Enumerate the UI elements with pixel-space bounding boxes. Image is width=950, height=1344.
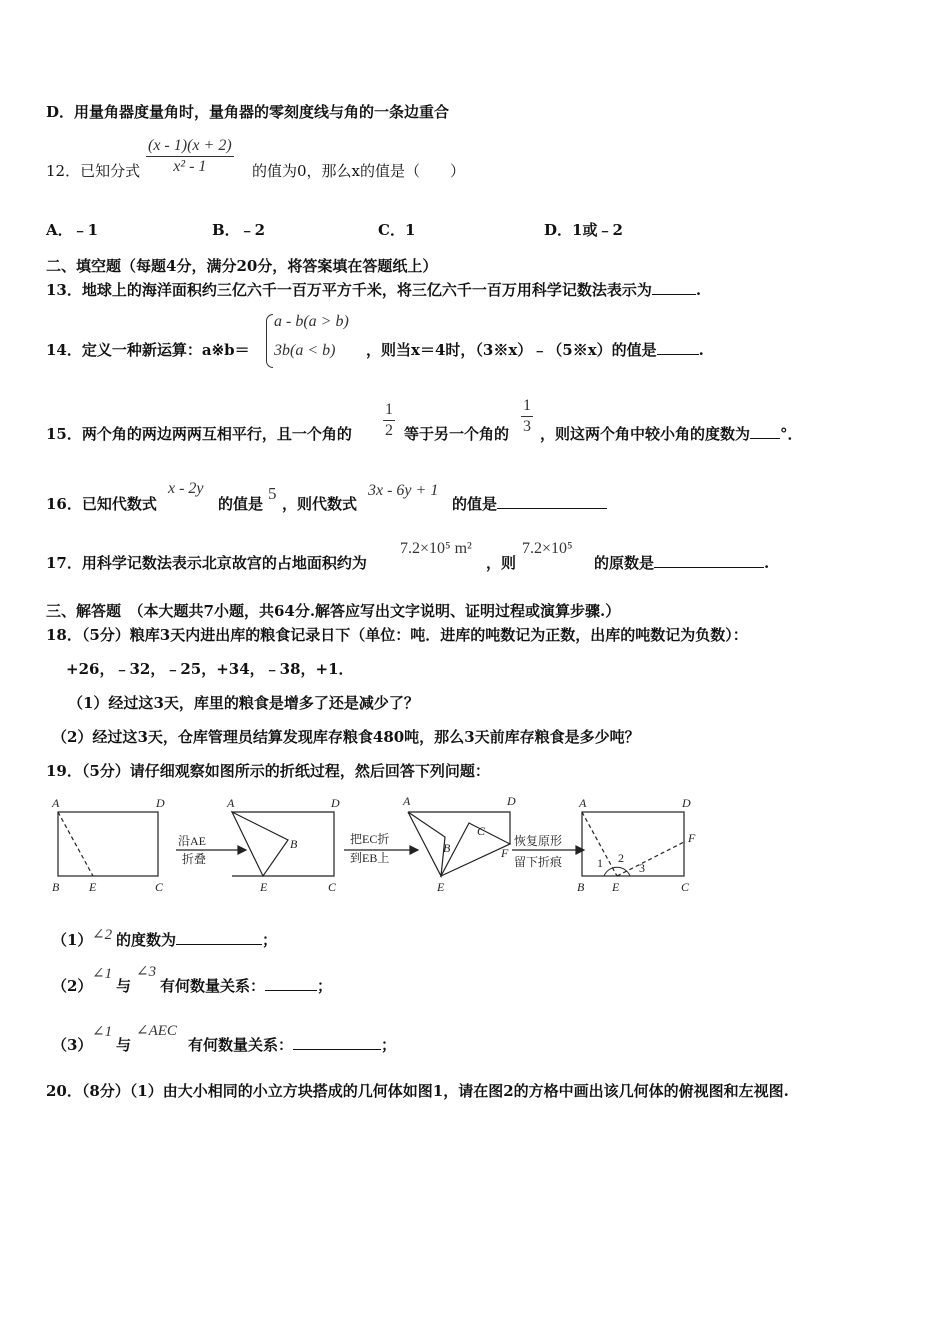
q16-line-end bbox=[452, 494, 607, 514]
q15-part-a: 15．两个角的两边两两互相平行，且一个角的 bbox=[46, 425, 352, 443]
q19-3-text: 有何数量关系： bbox=[188, 1036, 294, 1054]
q16-part-d: 的值是 bbox=[452, 495, 498, 513]
arrow-2-text-2: 到EB上 bbox=[350, 851, 390, 865]
q16-part-c: ，则代数式 bbox=[282, 495, 358, 513]
label-E4: E bbox=[612, 880, 620, 894]
q14-case-1: a - b(a > b) bbox=[274, 313, 349, 330]
q16-value: 5 bbox=[268, 484, 277, 503]
q19-2-prefix: （2） bbox=[52, 977, 93, 995]
q15-answer-blank bbox=[750, 424, 780, 439]
q15-f1-numerator: 1 bbox=[385, 401, 393, 418]
q17-expr-1: 7.2×10⁵ m² bbox=[400, 540, 472, 557]
q19-1-end: ； bbox=[262, 931, 278, 949]
arrow-2-head bbox=[410, 846, 418, 854]
q12-option-c: C．1 bbox=[378, 221, 416, 239]
arrow-3-head bbox=[576, 846, 584, 854]
label-B3: B bbox=[443, 841, 451, 855]
q19-2-end: ； bbox=[317, 977, 333, 995]
q14-brace bbox=[266, 314, 273, 368]
q16-part-b: 的值是 bbox=[218, 495, 264, 513]
panel3-triangle-ab bbox=[408, 812, 445, 876]
q12-option-a: A．﹣1 bbox=[46, 221, 99, 239]
q18-part-1: （1）经过这3天，库里的粮食是增多了还是减少了？ bbox=[68, 694, 419, 712]
label-D4: D bbox=[682, 796, 691, 810]
q12-suffix: 的值为0，那么x的值是（ ） bbox=[252, 162, 466, 180]
q12-fraction bbox=[146, 136, 234, 177]
q19-2-angle-2: ∠3 bbox=[136, 964, 157, 980]
label-E1: E bbox=[89, 880, 97, 894]
q14-line-end bbox=[366, 340, 704, 360]
q12-option-d: D．1或﹣2 bbox=[544, 221, 623, 239]
q15-end: °． bbox=[780, 425, 803, 443]
folding-process-figure bbox=[44, 790, 724, 900]
q15-line-end bbox=[540, 424, 803, 444]
q19-3-answer-blank bbox=[293, 1035, 381, 1050]
q17-end: . bbox=[764, 554, 770, 572]
q19-2-text: 有何数量关系： bbox=[160, 977, 266, 995]
q19-3-end: ； bbox=[381, 1036, 397, 1054]
arrow-2-text-1: 把EC折 bbox=[350, 832, 390, 846]
panel1-fold-line bbox=[58, 812, 93, 876]
q19-3-line-end bbox=[188, 1035, 396, 1055]
q19-3-angle-2: ∠AEC bbox=[136, 1023, 177, 1039]
q17-part-b: ，则 bbox=[486, 554, 517, 572]
q14-prefix: 14．定义一种新运算：a※b＝ bbox=[46, 341, 250, 359]
q20-stem: 20．（8分）（1）由大小相同的小立方块搭成的几何体如图1，请在图2的方格中画出该几何体的俯视图和左视图. bbox=[46, 1082, 789, 1100]
q19-2-answer-blank bbox=[265, 976, 317, 991]
q14-case-2: 3b(a < b) bbox=[274, 342, 336, 359]
panel1-rectangle bbox=[58, 812, 158, 876]
q13-answer-blank bbox=[652, 280, 696, 295]
q14-answer-blank bbox=[657, 340, 699, 355]
q16-answer-blank bbox=[497, 494, 607, 509]
q16-part-a: 16．已知代数式 bbox=[46, 495, 157, 513]
label-C1: C bbox=[155, 880, 164, 894]
label-C3: C bbox=[477, 824, 486, 838]
q12-prefix: 12．已知分式 bbox=[46, 162, 141, 180]
q13-text: 13．地球上的海洋面积约三亿六千一百万平方千米，将三亿六千一百万用科学记数法表示为 bbox=[46, 281, 652, 299]
q15-f2-denominator: 3 bbox=[523, 418, 531, 435]
arrow-1-text-1: 沿AE bbox=[178, 834, 206, 848]
q15-fraction-third bbox=[521, 396, 533, 437]
panel2-folded-triangle bbox=[232, 812, 288, 876]
q17-answer-blank bbox=[654, 553, 764, 568]
q14-end: . bbox=[698, 341, 704, 359]
label-B4: B bbox=[577, 880, 585, 894]
label-C2: C bbox=[328, 880, 337, 894]
panel3-top-right bbox=[408, 812, 510, 844]
q19-2-mid: 与 bbox=[116, 977, 132, 995]
q19-3-prefix: （3） bbox=[52, 1036, 93, 1054]
label-D1: D bbox=[156, 796, 165, 810]
label-A2: A bbox=[227, 796, 235, 810]
label-C4: C bbox=[681, 880, 690, 894]
q19-1-line-end bbox=[116, 930, 277, 950]
label-B1: B bbox=[52, 880, 60, 894]
q19-1-prefix: （1） bbox=[52, 931, 93, 949]
label-A4: A bbox=[579, 796, 587, 810]
q13-end: . bbox=[695, 281, 702, 299]
q19-2-angle-1: ∠1 bbox=[92, 966, 113, 982]
option-d-line: D．用量角器度量角时，量角器的零刻度线与角的一条边重合 bbox=[46, 103, 450, 121]
q15-part-b: 等于另一个角的 bbox=[404, 425, 510, 443]
angle-label-3: 3 bbox=[639, 861, 645, 875]
q12-numerator: (x - 1)(x + 2) bbox=[148, 137, 232, 154]
angle-label-2: 2 bbox=[618, 851, 624, 865]
q19-stem: 19．（5分）请仔细观察如图所示的折纸过程，然后回答下列问题： bbox=[46, 762, 490, 780]
angle-label-1: 1 bbox=[597, 856, 603, 870]
q15-f2-numerator: 1 bbox=[523, 397, 531, 414]
label-E3: E bbox=[437, 880, 445, 894]
label-F4: F bbox=[688, 831, 696, 845]
section-2-heading: 二、填空题（每题4分，满分20分，将答案填在答题纸上） bbox=[46, 257, 438, 275]
q17-part-a: 17．用科学记数法表示北京故宫的占地面积约为 bbox=[46, 554, 367, 572]
q15-fraction-half bbox=[383, 400, 395, 441]
section-3-heading: 三、解答题 （本大题共7小题，共64分.解答应写出文字说明、证明过程或演算步骤.） bbox=[46, 602, 621, 620]
label-A1: A bbox=[52, 796, 60, 810]
label-D3: D bbox=[507, 794, 516, 808]
q17-part-c: 的原数是 bbox=[594, 554, 655, 572]
q14-suffix: ，则当x＝4时，（3※x）﹣（5※x）的值是 bbox=[366, 341, 657, 359]
q17-line-end bbox=[594, 553, 769, 573]
q19-2-line-end bbox=[160, 976, 332, 996]
q19-1-angle: ∠2 bbox=[92, 927, 113, 943]
q12-option-b: B．﹣2 bbox=[212, 221, 266, 239]
label-B2: B bbox=[290, 837, 298, 851]
q13-line bbox=[46, 280, 701, 300]
arrow-1-text-2: 折叠 bbox=[182, 852, 207, 866]
q17-expr-2: 7.2×10⁵ bbox=[522, 540, 573, 557]
arrow-3-text-1: 恢复原形 bbox=[514, 834, 563, 848]
q18-stem: 18．（5分）粮库3天内进出库的粮食记录日下（单位：吨．进库的吨数记为正数，出库的吨数记为负数）： bbox=[46, 626, 748, 644]
label-D2: D bbox=[331, 796, 340, 810]
label-A3: A bbox=[403, 794, 411, 808]
q15-f1-denominator: 2 bbox=[385, 422, 393, 439]
q19-3-mid: 与 bbox=[116, 1036, 132, 1054]
q16-expr-2: 3x - 6y + 1 bbox=[368, 482, 439, 499]
arrow-3-text-2: 留下折痕 bbox=[514, 855, 563, 869]
q19-3-angle-1: ∠1 bbox=[92, 1024, 113, 1040]
arrow-1-head bbox=[238, 846, 246, 854]
q18-part-2: （2）经过这3天，仓库管理员结算发现库存粮食480吨，那么3天前库存粮食是多少吨？ bbox=[52, 728, 640, 746]
q19-1-answer-blank bbox=[176, 930, 262, 945]
q18-data: +26，﹣32，﹣25，+34，﹣38，+1． bbox=[66, 660, 354, 678]
q12-denominator: x² - 1 bbox=[146, 156, 234, 177]
q19-1-text: 的度数为 bbox=[116, 931, 177, 949]
q15-part-c: ，则这两个角中较小角的度数为 bbox=[540, 425, 751, 443]
panel3-triangle-ec bbox=[441, 823, 510, 876]
label-F3: F bbox=[501, 846, 509, 860]
q16-expr-1: x - 2y bbox=[168, 480, 204, 497]
label-E2: E bbox=[260, 880, 268, 894]
